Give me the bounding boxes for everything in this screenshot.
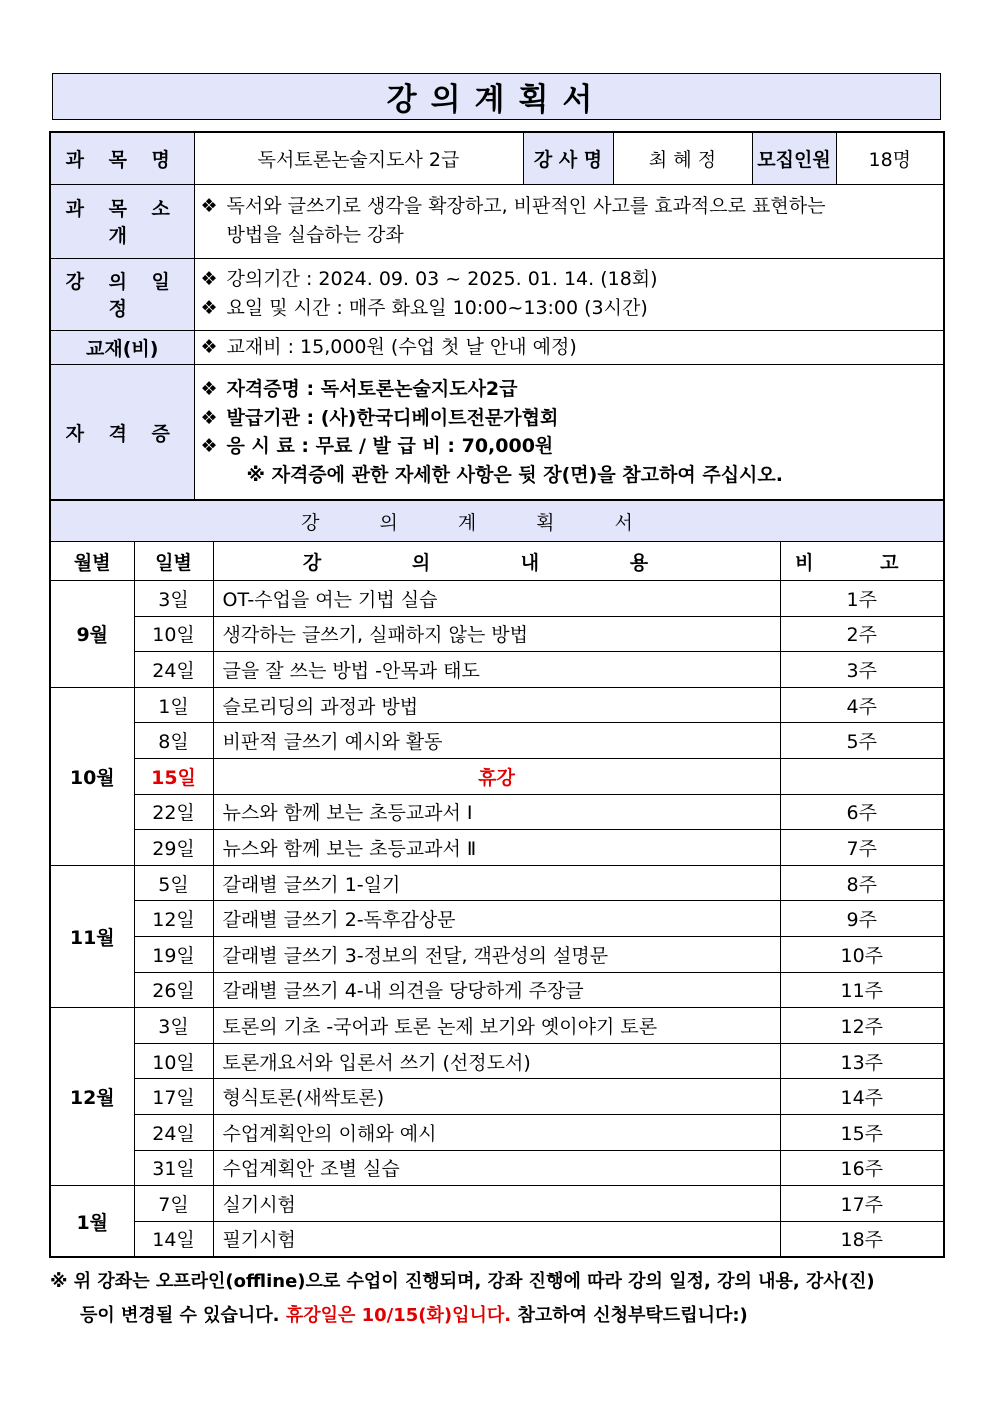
day-cell: 7일	[134, 1186, 213, 1222]
intro-line: 독서와 글쓰기로 생각을 확장하고, 비판적인 사고를 효과적으로 표현하는	[226, 194, 826, 217]
content-cell: 비판적 글쓰기 예시와 활동	[213, 723, 780, 759]
note-cell: 11주	[780, 972, 944, 1008]
day-cell: 22일	[134, 794, 213, 830]
note-cell: 1주	[780, 581, 944, 617]
day-cell: 26일	[134, 972, 213, 1008]
schedule-row	[50, 616, 944, 652]
day-cell: 10일	[134, 616, 213, 652]
note-cell: 17주	[780, 1186, 944, 1222]
holiday-cell: 휴강	[213, 758, 780, 794]
footer-notice	[50, 1265, 950, 1333]
month-cell: 10월	[50, 687, 134, 865]
content-cell: 수업계획안의 이해와 예시	[213, 1114, 780, 1150]
bullet-icon: ❖	[200, 267, 218, 290]
schedule-row	[50, 865, 944, 901]
day-cell: 31일	[134, 1150, 213, 1186]
note-cell: 16주	[780, 1150, 944, 1186]
content-cell: 갈래별 글쓰기 4-내 의견을 당당하게 주장글	[213, 972, 780, 1008]
instructor-label: 강 사 명	[523, 132, 613, 184]
schedule-row	[50, 1008, 944, 1044]
schedule-line: 요일 및 시간 : 매주 화요일 10:00~13:00 (3시간)	[226, 297, 648, 319]
footer-holiday-notice: 휴강일은 10/15(화)입니다.	[285, 1305, 512, 1326]
note-cell: 6주	[780, 794, 944, 830]
note-cell	[780, 758, 944, 794]
schedule-row	[50, 1186, 944, 1222]
bullet-icon: ❖	[200, 378, 218, 401]
footer-line-2-end: 참고하여 신청부탁드립니다:)	[517, 1305, 748, 1326]
month-cell: 11월	[50, 865, 134, 1007]
month-cell: 1월	[50, 1186, 134, 1258]
schedule-row	[50, 901, 944, 937]
day-cell: 19일	[134, 936, 213, 972]
day-cell: 8일	[134, 723, 213, 759]
content-cell: 생각하는 글쓰기, 실패하지 않는 방법	[213, 616, 780, 652]
schedule-content	[194, 258, 944, 330]
day-cell: 5일	[134, 865, 213, 901]
fee-content	[194, 330, 944, 364]
schedule-row	[50, 687, 944, 723]
fee-line: 교재비 : 15,000원 (수업 첫 날 안내 예정)	[226, 335, 577, 358]
content-cell: 갈래별 글쓰기 1-일기	[213, 865, 780, 901]
fee-label: 교재(비)	[50, 330, 194, 364]
cert-line: 응 시 료 : 무료 / 발 급 비 : 70,000원	[226, 435, 554, 458]
schedule-row	[50, 830, 944, 866]
recruit-value: 18명	[836, 132, 944, 184]
note-cell: 15주	[780, 1114, 944, 1150]
bullet-icon: ❖	[200, 335, 218, 358]
footer-line-2	[50, 1299, 950, 1333]
bullet-icon: ❖	[200, 406, 218, 429]
content-cell: 뉴스와 함께 보는 초등교과서 Ⅱ	[213, 830, 780, 866]
content-cell: 실기시험	[213, 1186, 780, 1222]
intro-line: 방법을 실습하는 강좌	[226, 224, 404, 246]
course-name-label: 과 목 명	[50, 132, 194, 184]
content-cell: 글을 잘 쓰는 방법 -안목과 태도	[213, 652, 780, 688]
schedule-row	[50, 758, 944, 794]
content-cell: 토론개요서와 입론서 쓰기 (선정도서)	[213, 1043, 780, 1079]
course-name-value: 독서토론논술지도사 2급	[194, 132, 523, 184]
month-cell: 12월	[50, 1008, 134, 1186]
note-cell: 8주	[780, 865, 944, 901]
schedule-banner: 강의계획서	[50, 501, 944, 542]
note-cell: 3주	[780, 652, 944, 688]
cert-line: 자격증명 : 독서토론논술지도사2급	[226, 378, 518, 401]
schedule-row	[50, 1150, 944, 1186]
schedule-line: 강의기간 : 2024. 09. 03 ~ 2025. 01. 14. (18회)	[226, 267, 658, 290]
day-cell: 24일	[134, 1114, 213, 1150]
col-month-header: 월별	[50, 542, 134, 581]
day-cell: 3일	[134, 1008, 213, 1044]
cert-content	[194, 364, 944, 500]
note-cell: 10주	[780, 936, 944, 972]
day-cell: 17일	[134, 1079, 213, 1115]
schedule-row	[50, 1043, 944, 1079]
document-title: 강의계획서	[52, 73, 941, 120]
note-cell: 14주	[780, 1079, 944, 1115]
content-cell: 형식토론(새싹토론)	[213, 1079, 780, 1115]
schedule-row	[50, 1079, 944, 1115]
content-cell: OT-수업을 여는 기법 실습	[213, 581, 780, 617]
month-cell: 9월	[50, 581, 134, 688]
note-cell: 13주	[780, 1043, 944, 1079]
footer-line-1: ※ 위 강좌는 오프라인(offline)으로 수업이 진행되며, 강좌 진행에 따라 강의 일정, 강의 내용, 강사(진)	[50, 1271, 875, 1292]
schedule-label: 강 의 일 정	[50, 258, 194, 330]
course-info-table	[49, 131, 945, 501]
schedule-row	[50, 794, 944, 830]
cert-line: 발급기관 : (사)한국디베이트전문가협회	[226, 406, 559, 429]
instructor-value: 최 혜 정	[613, 132, 752, 184]
cert-note: ※ 자격증에 관한 자세한 사항은 뒷 장(면)을 참고하여 주십시오.	[246, 463, 783, 486]
col-content-header: 강 의 내 용	[213, 542, 780, 581]
recruit-label: 모집인원	[752, 132, 836, 184]
note-cell: 2주	[780, 616, 944, 652]
col-note-header: 비 고	[780, 542, 944, 581]
bullet-icon: ❖	[200, 297, 218, 319]
content-cell: 슬로리딩의 과정과 방법	[213, 687, 780, 723]
note-cell: 5주	[780, 723, 944, 759]
schedule-row	[50, 1114, 944, 1150]
content-cell: 뉴스와 함께 보는 초등교과서 Ⅰ	[213, 794, 780, 830]
note-cell: 9주	[780, 901, 944, 937]
footer-line-2-start: 등이 변경될 수 있습니다.	[80, 1305, 280, 1326]
note-cell: 7주	[780, 830, 944, 866]
content-cell: 수업계획안 조별 실습	[213, 1150, 780, 1186]
bullet-icon: ❖	[200, 435, 218, 458]
content-cell: 갈래별 글쓰기 2-독후감상문	[213, 901, 780, 937]
schedule-row	[50, 652, 944, 688]
note-cell: 18주	[780, 1221, 944, 1257]
bullet-icon: ❖	[200, 194, 218, 217]
day-cell: 15일	[134, 758, 213, 794]
note-cell: 4주	[780, 687, 944, 723]
col-day-header: 일별	[134, 542, 213, 581]
schedule-body	[50, 581, 944, 1258]
schedule-row	[50, 1221, 944, 1257]
day-cell: 1일	[134, 687, 213, 723]
schedule-row	[50, 581, 944, 617]
content-cell: 토론의 기초 -국어과 토론 논제 보기와 옛이야기 토론	[213, 1008, 780, 1044]
schedule-row	[50, 723, 944, 759]
day-cell: 10일	[134, 1043, 213, 1079]
day-cell: 29일	[134, 830, 213, 866]
schedule-row	[50, 936, 944, 972]
day-cell: 12일	[134, 901, 213, 937]
intro-label: 과 목 소 개	[50, 184, 194, 258]
cert-label: 자 격 증	[50, 364, 194, 500]
note-cell: 12주	[780, 1008, 944, 1044]
lecture-schedule-table	[49, 500, 945, 1258]
content-cell: 갈래별 글쓰기 3-정보의 전달, 객관성의 설명문	[213, 936, 780, 972]
intro-content	[194, 184, 944, 258]
day-cell: 24일	[134, 652, 213, 688]
content-cell: 필기시험	[213, 1221, 780, 1257]
schedule-row	[50, 972, 944, 1008]
day-cell: 3일	[134, 581, 213, 617]
day-cell: 14일	[134, 1221, 213, 1257]
